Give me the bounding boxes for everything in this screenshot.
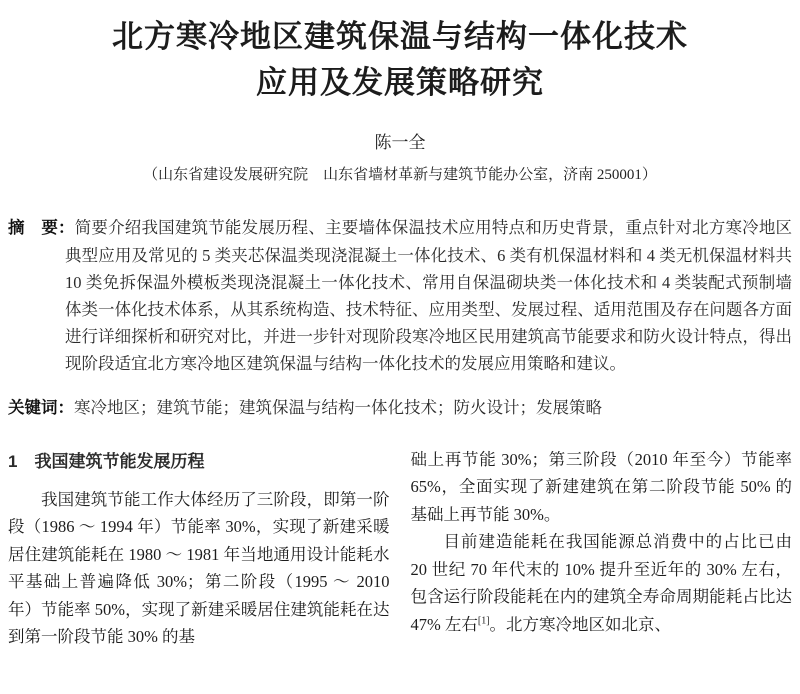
author-affiliation: （山东省建设发展研究院 山东省墙材革新与建筑节能办公室，济南 250001） xyxy=(143,167,657,183)
abstract-label: 摘 要： xyxy=(8,219,75,237)
body-two-columns xyxy=(8,446,792,651)
right-column xyxy=(411,446,793,651)
author-name: 陈一全 xyxy=(374,133,426,152)
paragraph-2-text: 目前建造能耗在我国能源总消费中的占比已由 20 世纪 70 年代末的 10% 提升至近年的 30% 左右，包含运行阶段能耗在内的建筑全寿命周期能耗占比达 47% 左右 xyxy=(410,532,792,634)
citation-ref-1: [1] xyxy=(477,615,490,626)
paragraph-2-text-after-ref: 。北方寒冷地区如北京、 xyxy=(489,614,672,634)
section-1-paragraph-1: 我国建筑节能工作大体经历了三阶段，即第一阶段（1986 ～ 1994 年）节能率 30%，实现了新建采暖居住建筑能耗在 1980 ～ 1981 年当地通用设计能耗水平基础上普遍降低 30%；第二阶段（1995 ～ 2010 年）节能率 50%，实现了新建采暖居住建筑能耗在达到第一阶段节能 30% 的基 xyxy=(8,489,390,646)
abstract-block xyxy=(8,214,792,377)
paper-title-line1: 北方寒冷地区建筑保温与结构一体化技术 xyxy=(112,19,688,54)
paper-title-line2: 应用及发展策略研究 xyxy=(256,65,544,100)
keywords-label: 关键词： xyxy=(8,398,74,417)
keywords-block xyxy=(8,394,792,422)
section-1-heading: 1 我国建筑节能发展历程 xyxy=(8,451,205,471)
abstract-text: 简要介绍我国建筑节能发展历程、主要墙体保温技术应用特点和历史背景，重点针对北方寒冷地区典型应用及常见的 5 类夹芯保温类现浇混凝土一体化技术、6 类有机保温材料和 4 类无机保温材料共 10 类免拆保温外模板类现浇混凝土一体化技术、常用自保温砌块类一体化技术和 4 类装配式预制墙体类一体化技术体系，从其系统构造、技术特征、应用类型、发展过程、适用范围及存在问题各方面进行详细探析和研究对比，并进一步针对现阶段寒冷地区民用建筑高节能要求和防火设计特点，得出现阶段适宜北方寒冷地区建筑保温与结构一体化技术的发展应用策略和建议。 xyxy=(65,218,793,373)
keywords-text: 寒冷地区；建筑节能；建筑保温与结构一体化技术；防火设计；发展策略 xyxy=(74,397,602,417)
left-column xyxy=(8,446,390,651)
paper-title xyxy=(8,14,792,106)
section-1-paragraph-2 xyxy=(411,528,793,638)
section-1-paragraph-1-continued: 础上再节能 30%；第三阶段（2010 年至今）节能率 65%，全面实现了新建建筑在第二阶段节能 50% 的基础上再节能 30%。 xyxy=(410,449,792,524)
